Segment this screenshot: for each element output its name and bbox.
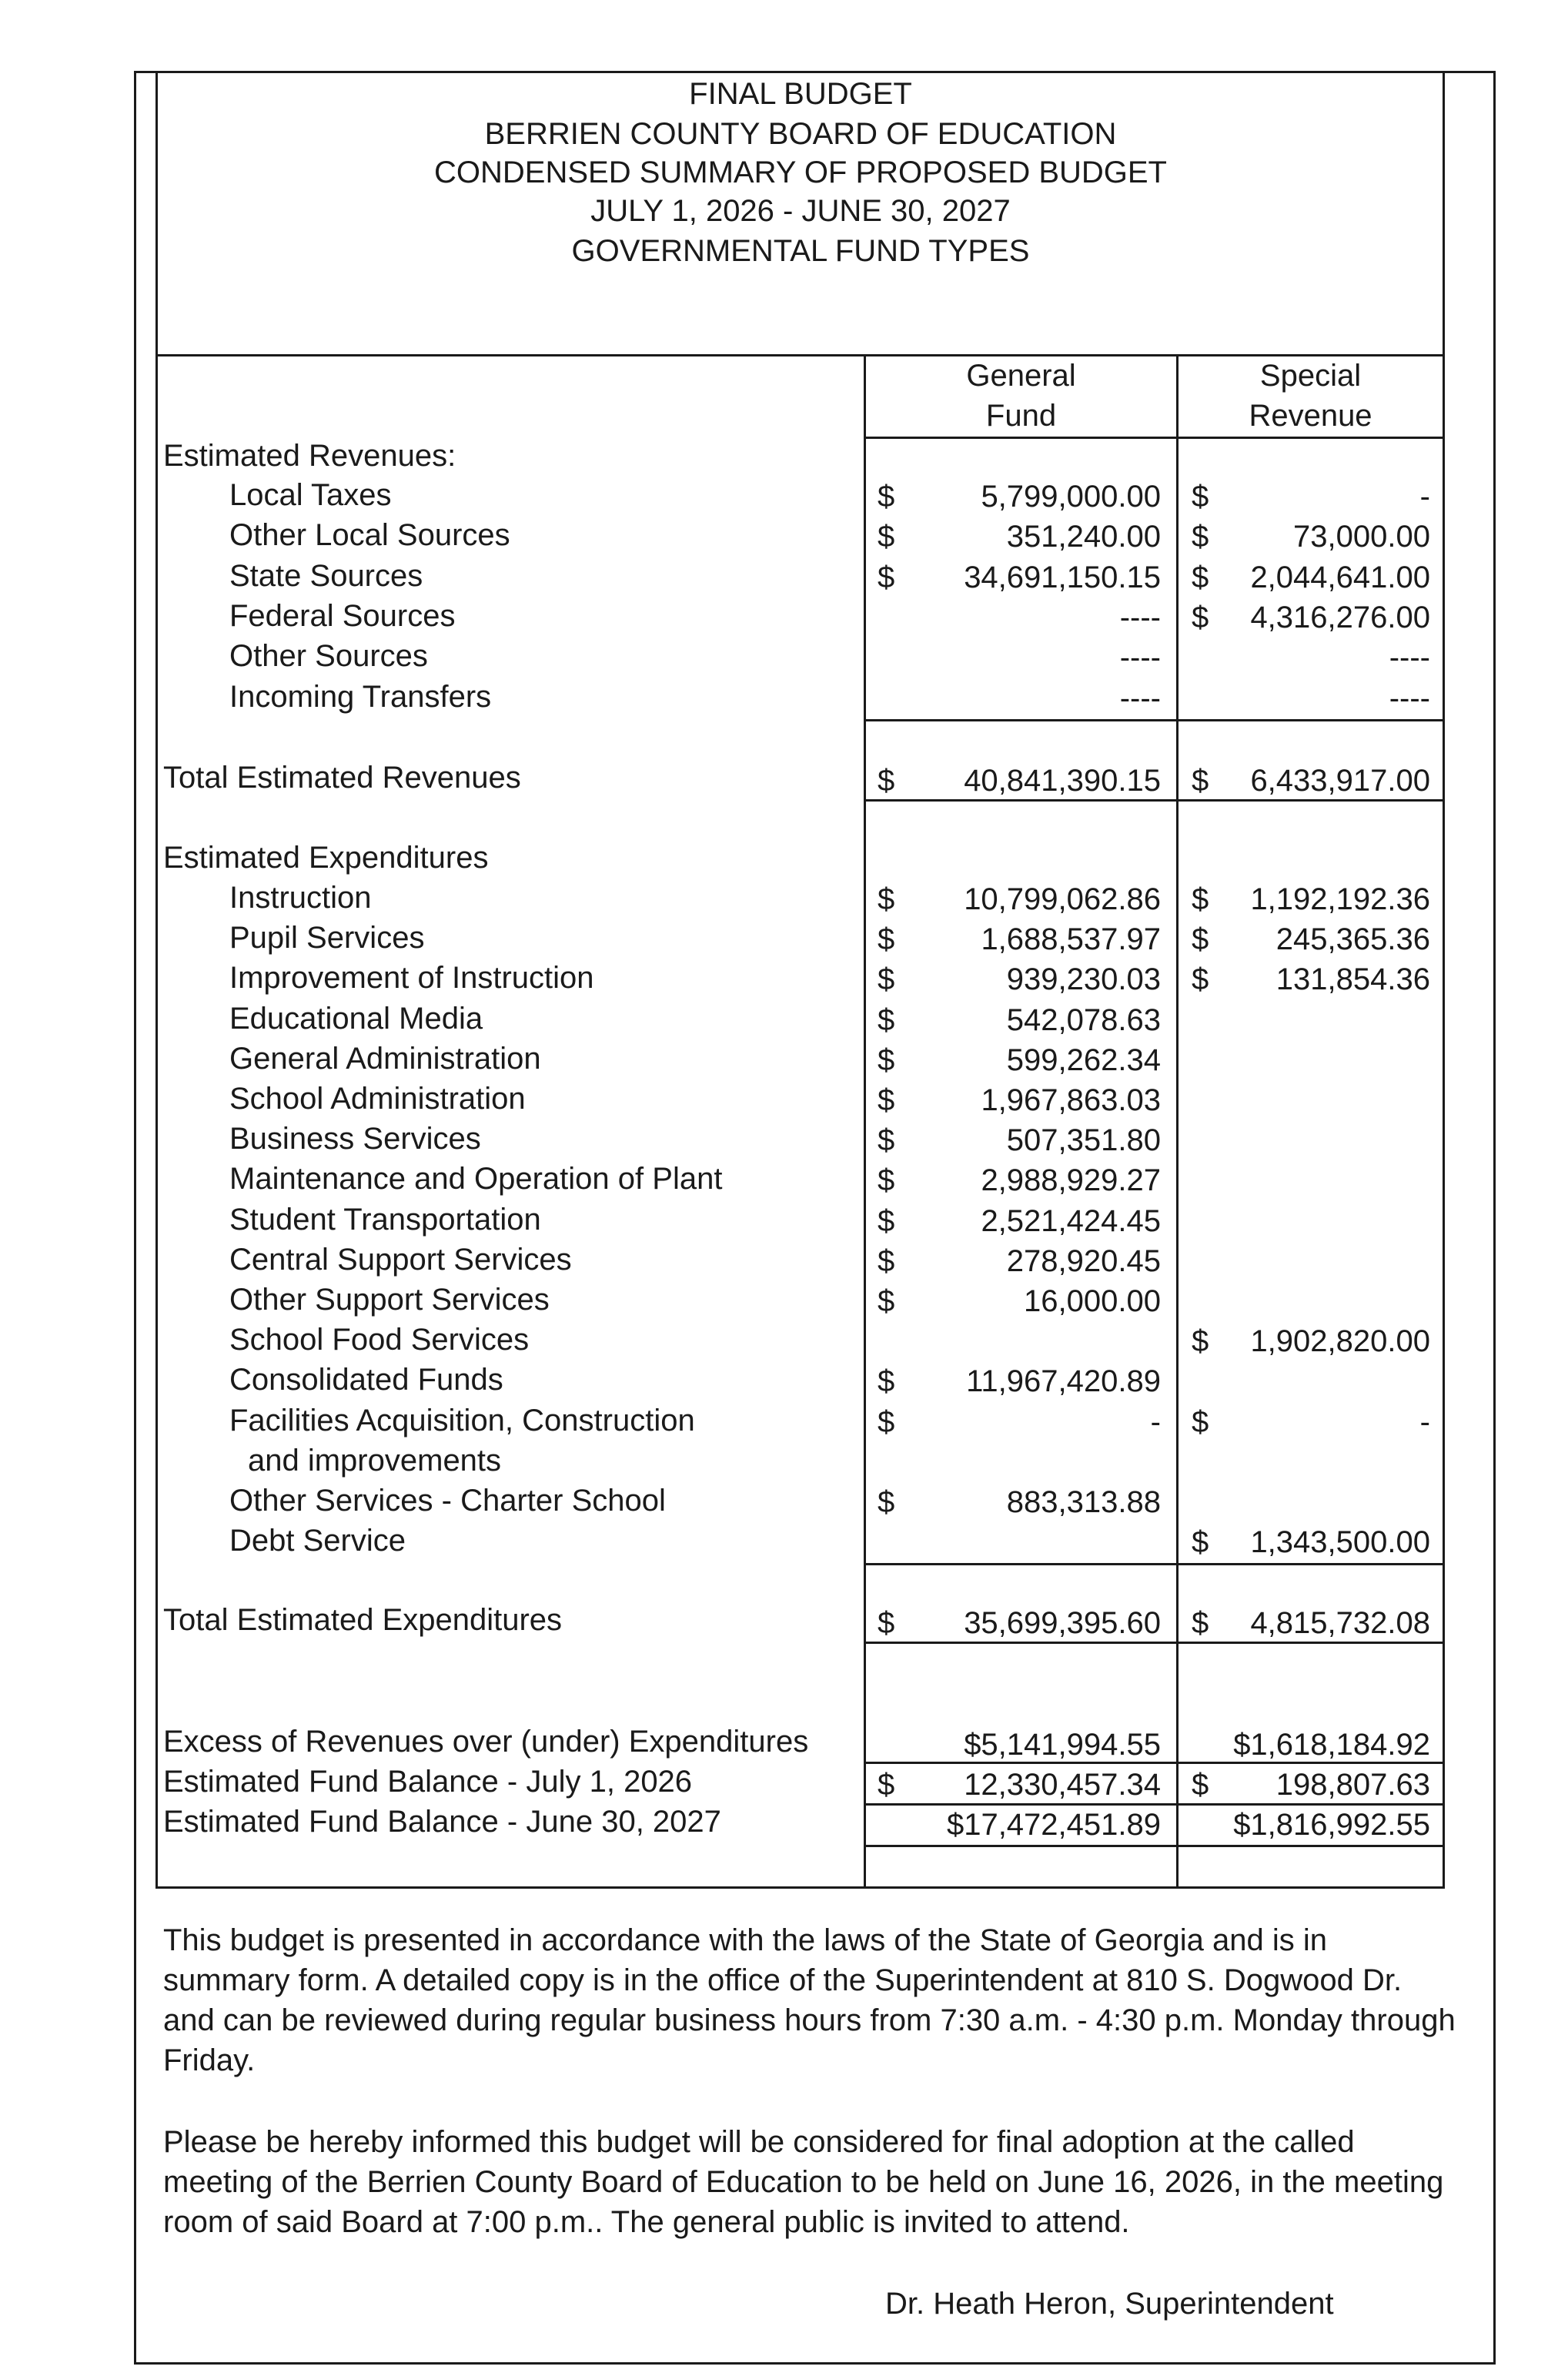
total-expenditures-special-sign: $ — [1192, 1606, 1209, 1640]
signature-line: Dr. Heath Heron, Superintendent — [885, 2287, 1334, 2321]
revenue-row-special-value: 2,044,641.00 — [1250, 560, 1430, 594]
expenditure-row-label: School Administration — [229, 1082, 526, 1116]
rule-colhdr — [864, 437, 1445, 439]
begin-balance-special: 198,807.63 — [1275, 1768, 1430, 1802]
expenditure-row-label: Improvement of Instruction — [229, 961, 594, 996]
expenditure-row-label: Other Services - Charter School — [229, 1484, 666, 1518]
expenditure-row-general-sign: $ — [878, 1002, 895, 1037]
expenditure-row-label: Student Transportation — [229, 1202, 541, 1237]
expenditure-row-label: Pupil Services — [229, 921, 425, 956]
expenditure-row-general-sign: $ — [878, 882, 895, 916]
total-revenues-label: Total Estimated Revenues — [163, 761, 521, 795]
revenue-row-label: Incoming Transfers — [229, 679, 492, 714]
end-balance-special: $1,816,992.55 — [1233, 1808, 1430, 1842]
revenue-row-label: Local Taxes — [229, 478, 392, 512]
expenditure-row-special-value: 245,365.36 — [1275, 922, 1430, 957]
end-balance-general: $17,472,451.89 — [946, 1808, 1161, 1842]
outer-border-bottom — [134, 2362, 1496, 2365]
expenditure-row-general-value: 2,988,929.27 — [981, 1163, 1161, 1198]
excess-special: $1,618,184.92 — [1233, 1728, 1430, 1762]
title-line-3: CONDENSED SUMMARY OF PROPOSED BUDGET — [434, 156, 1167, 189]
expenditure-row-general-sign: $ — [878, 1083, 895, 1117]
rule-exp-total-top — [864, 1563, 1445, 1565]
rule-rev-total-bottom — [864, 799, 1445, 802]
revenue-row-special-sign: $ — [1192, 480, 1209, 514]
excess-general: $5,141,994.55 — [964, 1728, 1161, 1762]
total-expenditures-general-sign: $ — [878, 1606, 895, 1640]
revenue-row-general-value: ---- — [1119, 681, 1161, 715]
notice-paragraph-1: This budget is presented in accordance with the laws of the State of Georgia and is in summary form. A detailed copy is in the office of the Superintendent at 810 S. Dogwood Dr. and can be reviewed during regular business hours from 7:30 a.m. - 4:30 p.m. Monday through Friday. — [163, 1923, 1456, 2077]
expenditure-row-label: Facilities Acquisition, Construction — [229, 1403, 695, 1438]
revenue-row-special-sign: $ — [1192, 520, 1209, 554]
expenditure-row-label: Debt Service — [229, 1524, 406, 1558]
expenditure-row-general-sign: $ — [878, 1284, 895, 1318]
revenue-row-special-value: ---- — [1389, 681, 1430, 715]
begin-balance-label: Estimated Fund Balance - July 1, 2026 — [163, 1765, 693, 1799]
expenditure-row-general-sign: $ — [878, 1364, 895, 1399]
total-expenditures-special: 4,815,732.08 — [1250, 1606, 1430, 1640]
table-border-right — [1443, 71, 1445, 1888]
expenditure-row-label: Consolidated Funds — [229, 1363, 503, 1397]
expenditure-row-general-value: 278,920.45 — [1006, 1243, 1161, 1278]
expenditure-row-label: Maintenance and Operation of Plant — [229, 1162, 723, 1197]
begin-balance-general-sign: $ — [878, 1768, 895, 1802]
revenue-row-special-sign: $ — [1192, 600, 1209, 634]
expenditure-row-special-value: - — [1419, 1404, 1430, 1439]
total-revenues-general: 40,841,390.15 — [964, 764, 1161, 798]
col-header-general-2: Fund — [985, 399, 1057, 433]
expenditure-row-general-sign: $ — [878, 1404, 895, 1439]
col-divider-special — [1176, 354, 1179, 1888]
total-expenditures-label: Total Estimated Expenditures — [163, 1603, 563, 1637]
expenditure-row-special-value: 1,343,500.00 — [1250, 1525, 1430, 1560]
col-header-special-1: Special — [1259, 359, 1362, 393]
outer-border-top — [134, 71, 1495, 73]
rule-begin-bottom — [864, 1803, 1445, 1806]
expenditure-row-general-value: 939,230.03 — [1006, 962, 1161, 997]
expenditure-row-special-value: 131,854.36 — [1275, 962, 1430, 997]
begin-balance-special-sign: $ — [1192, 1768, 1209, 1802]
revenue-row-general-sign: $ — [878, 480, 895, 514]
expenditure-row-general-value: 883,313.88 — [1006, 1485, 1161, 1519]
revenues-heading: Estimated Revenues: — [163, 439, 456, 473]
expenditure-row-general-value: 599,262.34 — [1006, 1043, 1161, 1077]
expenditure-row-special-sign: $ — [1192, 1525, 1209, 1560]
expenditure-row-label: Educational Media — [229, 1001, 483, 1036]
expenditure-row-special-sign: $ — [1192, 882, 1209, 916]
expenditure-row-label: Other Support Services — [229, 1283, 550, 1317]
expenditure-row-special-sign: $ — [1192, 1404, 1209, 1439]
expenditure-row-general-sign: $ — [878, 1243, 895, 1278]
begin-balance-general: 12,330,457.34 — [964, 1768, 1161, 1802]
total-revenues-general-sign: $ — [878, 764, 895, 798]
revenue-row-label: Other Local Sources — [229, 518, 510, 553]
title-line-2: BERRIEN COUNTY BOARD OF EDUCATION — [484, 117, 1117, 151]
outer-border-left — [134, 71, 136, 2364]
expenditure-row-label: and improvements — [248, 1443, 502, 1478]
expenditure-row-general-sign: $ — [878, 1203, 895, 1238]
revenue-row-general-value: ---- — [1119, 600, 1161, 634]
revenue-row-label: Other Sources — [229, 639, 428, 674]
expenditure-row-general-value: 1,967,863.03 — [981, 1083, 1161, 1117]
revenue-row-special-value: 73,000.00 — [1293, 520, 1430, 554]
expenditure-row-general-sign: $ — [878, 1043, 895, 1077]
rule-end-bottom — [864, 1845, 1445, 1847]
title-line-4: JULY 1, 2026 - JUNE 30, 2027 — [590, 194, 1011, 228]
expenditure-row-label: Instruction — [229, 881, 372, 915]
revenue-row-general-sign: $ — [878, 520, 895, 554]
rule-exp-total-bottom — [864, 1642, 1445, 1644]
rule-rev-total-top — [864, 719, 1445, 721]
revenue-row-special-value: 4,316,276.00 — [1250, 600, 1430, 634]
expenditure-row-general-value: 542,078.63 — [1006, 1002, 1161, 1037]
excess-label: Excess of Revenues over (under) Expenditures — [163, 1725, 809, 1759]
expenditure-row-label: Business Services — [229, 1122, 481, 1156]
expenditure-row-special-sign: $ — [1192, 1324, 1209, 1359]
revenue-row-general-sign: $ — [878, 560, 895, 594]
col-header-general-1: General — [966, 359, 1076, 393]
expenditure-row-general-value: - — [1150, 1404, 1161, 1439]
revenue-row-general-value: 351,240.00 — [1006, 520, 1161, 554]
end-balance-label: Estimated Fund Balance - June 30, 2027 — [163, 1805, 721, 1839]
header-divider — [155, 354, 1445, 356]
revenue-row-label: Federal Sources — [229, 598, 456, 633]
expenditures-heading: Estimated Expenditures — [163, 841, 489, 875]
expenditure-row-special-value: 1,192,192.36 — [1250, 882, 1430, 916]
expenditure-row-general-value: 10,799,062.86 — [964, 882, 1161, 916]
expenditure-row-special-value: 1,902,820.00 — [1250, 1324, 1430, 1359]
expenditure-row-general-value: 2,521,424.45 — [981, 1203, 1161, 1238]
expenditure-row-general-sign: $ — [878, 1485, 895, 1519]
expenditure-row-label: School Food Services — [229, 1323, 530, 1357]
notice-paragraph-2: Please be hereby informed this budget will be considered for final adoption at the called meeting of the Berrien County Board of Education to be held on June 16, 2026, in the meeting room of said Board at 7:00 p.m.. The general public is invited to attend. — [163, 2125, 1444, 2239]
expenditure-row-special-sign: $ — [1192, 922, 1209, 957]
revenue-row-special-value: - — [1419, 480, 1430, 514]
expenditure-row-label: General Administration — [229, 1041, 541, 1076]
table-border-bottom — [155, 1886, 1445, 1889]
total-revenues-special: 6,433,917.00 — [1250, 764, 1430, 798]
expenditure-row-special-sign: $ — [1192, 962, 1209, 997]
expenditure-row-general-value: 11,967,420.89 — [966, 1364, 1161, 1399]
expenditure-row-general-sign: $ — [878, 1163, 895, 1198]
expenditure-row-label: Central Support Services — [229, 1242, 572, 1277]
revenue-row-special-sign: $ — [1192, 560, 1209, 594]
col-divider-general — [864, 354, 866, 1888]
revenue-row-general-value: 5,799,000.00 — [981, 480, 1161, 514]
total-revenues-special-sign: $ — [1192, 764, 1209, 798]
table-border-left — [155, 71, 158, 1888]
expenditure-row-general-value: 507,351.80 — [1006, 1123, 1161, 1158]
title-line-5: GOVERNMENTAL FUND TYPES — [571, 234, 1030, 268]
outer-border-right — [1493, 71, 1496, 2364]
revenue-row-special-value: ---- — [1389, 641, 1430, 675]
revenue-row-label: State Sources — [229, 558, 423, 593]
expenditure-row-general-value: 16,000.00 — [1024, 1284, 1161, 1318]
title-line-1: FINAL BUDGET — [689, 77, 912, 111]
total-expenditures-general: 35,699,395.60 — [964, 1606, 1161, 1640]
col-header-special-2: Revenue — [1249, 399, 1372, 433]
revenue-row-general-value: ---- — [1119, 641, 1161, 675]
revenue-row-general-value: 34,691,150.15 — [964, 560, 1161, 594]
expenditure-row-general-sign: $ — [878, 922, 895, 957]
expenditure-row-general-sign: $ — [878, 962, 895, 997]
expenditure-row-general-sign: $ — [878, 1123, 895, 1158]
expenditure-row-general-value: 1,688,537.97 — [981, 922, 1161, 957]
